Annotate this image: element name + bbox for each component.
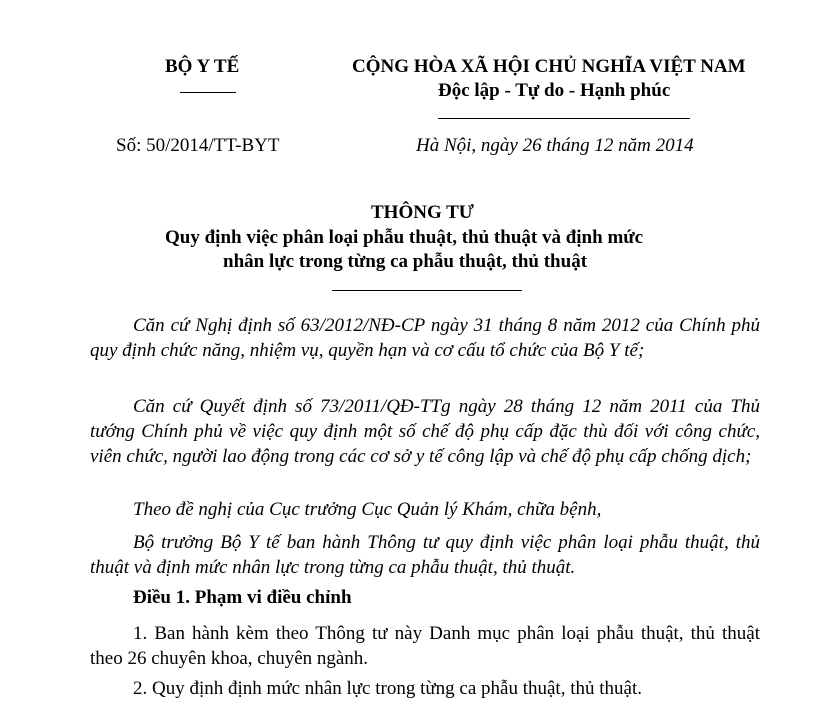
place-and-date: Hà Nội, ngày 26 tháng 12 năm 2014 bbox=[416, 135, 694, 156]
title-underline bbox=[332, 290, 522, 291]
ministry-name: BỘ Y TẾ bbox=[165, 56, 240, 77]
preamble-paragraph: Theo đề nghị của Cục trưởng Cục Quản lý Khám, chữa bệnh, bbox=[133, 499, 602, 520]
republic-name: CỘNG HÒA XÃ HỘI CHỦ NGHĨA VIỆT NAM bbox=[352, 56, 746, 77]
ministry-underline bbox=[180, 92, 236, 93]
preamble-paragraph: Căn cứ Nghị định số 63/2012/NĐ-CP ngày 31 tháng 8 năm 2012 của Chính phủ quy định chức năng, nhiệm vụ, quyền hạn và cơ cấu tổ chức của Bộ Y tế; bbox=[90, 315, 760, 361]
preamble-paragraph: Bộ trưởng Bộ Y tế ban hành Thông tư quy định việc phân loại phẫu thuật, thủ thuật và định mức nhân lực trong từng ca phẫu thuật, thủ thuật. bbox=[90, 532, 760, 578]
title-line-2: nhân lực trong từng ca phẫu thuật, thủ thuật bbox=[223, 251, 588, 272]
motto-underline bbox=[438, 118, 690, 119]
title-line-1: Quy định việc phân loại phẫu thuật, thủ thuật và định mức bbox=[165, 227, 644, 248]
article-item: 2. Quy định định mức nhân lực trong từng ca phẫu thuật, thủ thuật. bbox=[133, 678, 642, 699]
document-type: THÔNG TƯ bbox=[371, 202, 474, 223]
preamble-paragraph: Căn cứ Quyết định số 73/2011/QĐ-TTg ngày 28 tháng 12 năm 2011 của Thủ tướng Chính phủ về việc quy định một số chế độ phụ cấp đặc thù đối với công chức, viên chức, người lao động trong các cơ sở y tế công lập và chế độ phụ cấp chống dịch; bbox=[90, 396, 760, 467]
document-number: Số: 50/2014/TT-BYT bbox=[116, 135, 280, 156]
article-heading: Điều 1. Phạm vi điều chỉnh bbox=[133, 587, 352, 608]
national-motto: Độc lập - Tự do - Hạnh phúc bbox=[438, 80, 671, 101]
article-item: 1. Ban hành kèm theo Thông tư này Danh mục phân loại phẫu thuật, thủ thuật theo 26 chuyên khoa, chuyên ngành. bbox=[90, 623, 760, 669]
